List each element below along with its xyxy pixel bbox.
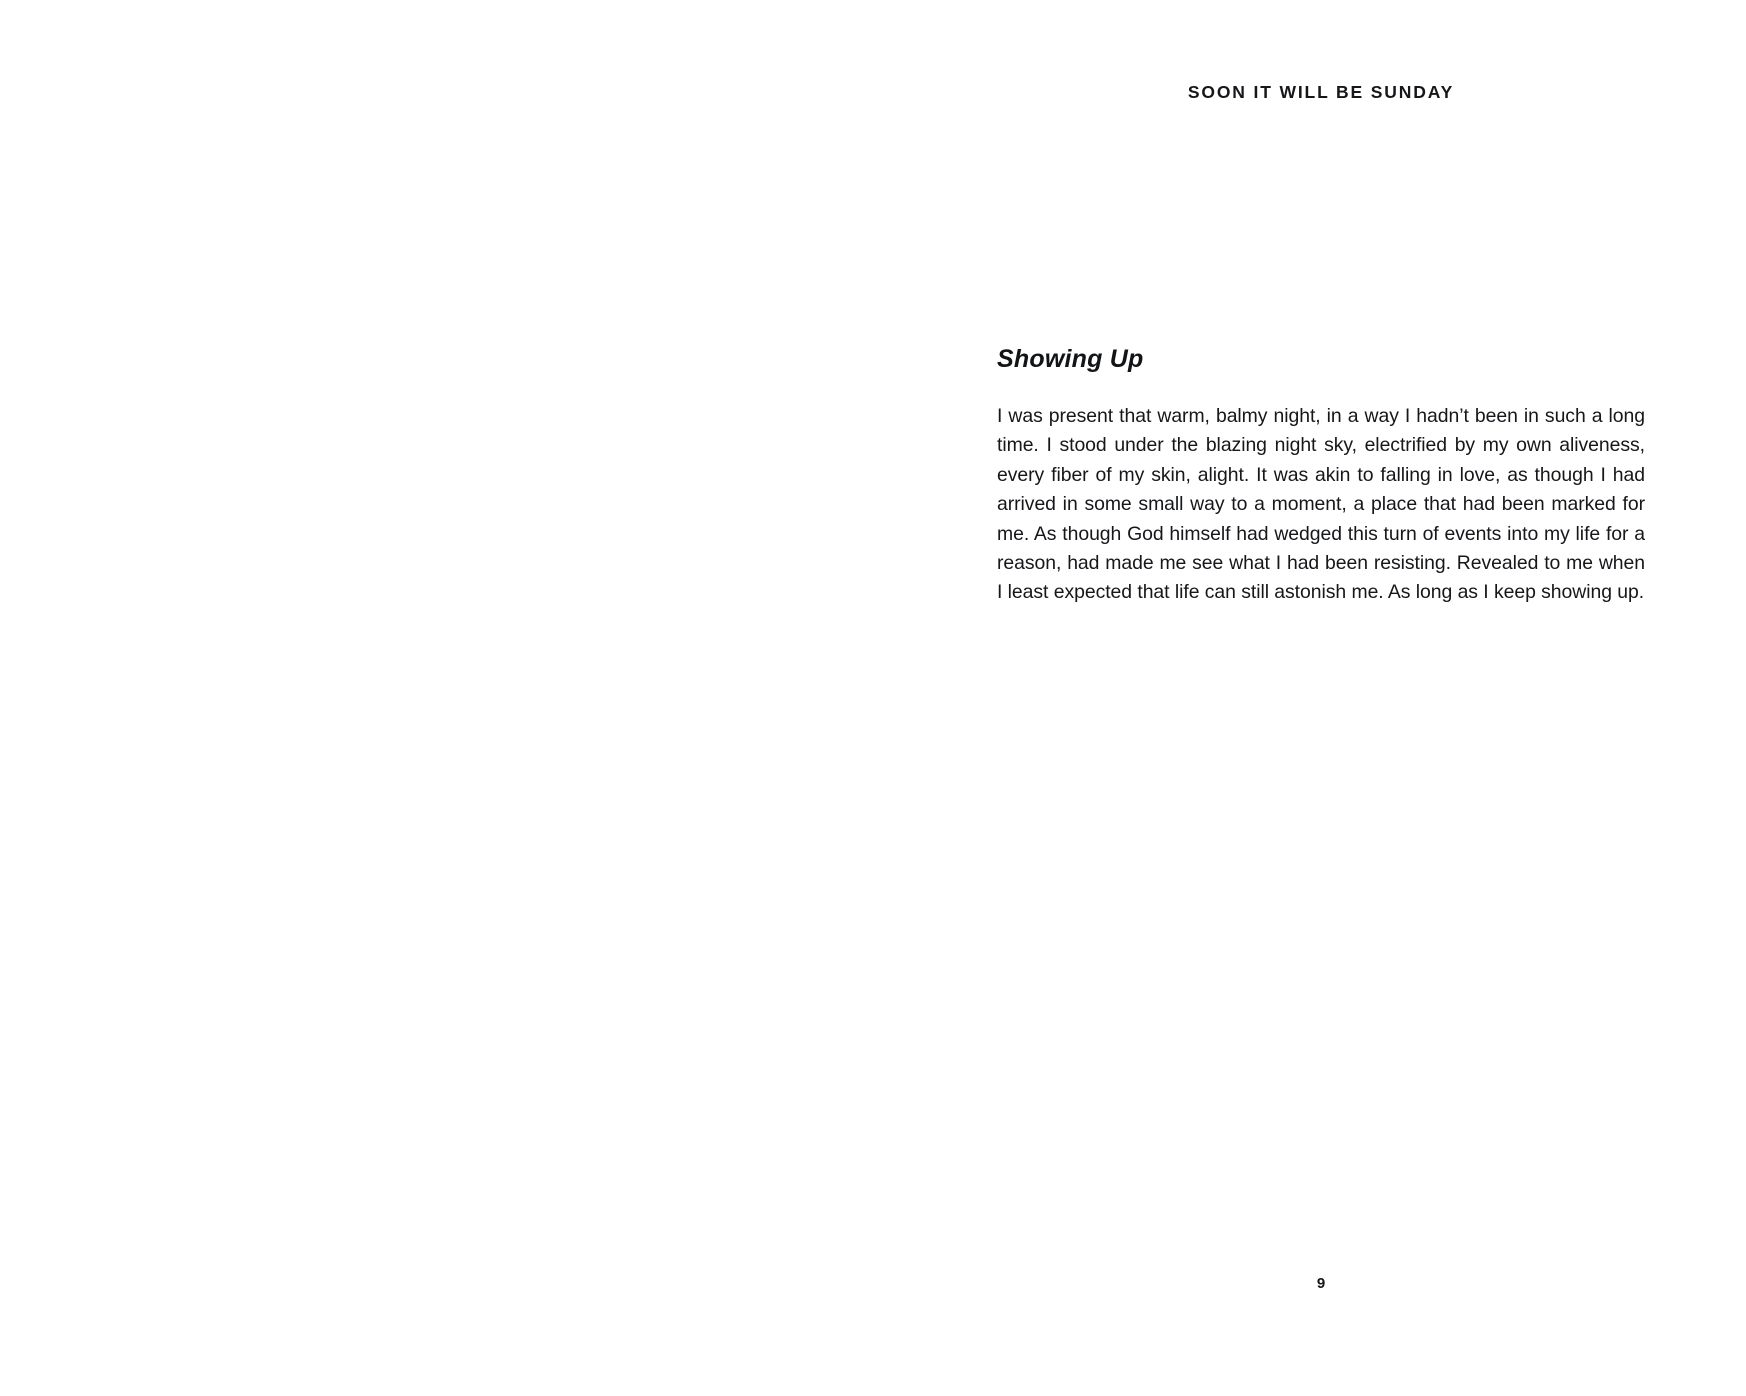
page-number: 9	[1316, 1275, 1326, 1292]
running-head: SOON IT WILL BE SUNDAY	[1187, 82, 1455, 102]
page-text-block	[997, 345, 1645, 608]
body-paragraph: I was present that warm, balmy night, in a way I hadn’t been in such a long time. I stood under the blazing night sky, electrified by my own aliveness, every fiber of my skin, alight. It was akin to falling in love, as though I had arrived in some small way to a moment, a place that had been marked for me. As though God himself had wedged this turn of events into my life for a reason, had made me see what I had been resisting. Revealed to me when I least expected that life can still astonish me. As long as I keep showing up.	[997, 405, 1645, 604]
section-title: Showing Up	[997, 345, 1144, 373]
